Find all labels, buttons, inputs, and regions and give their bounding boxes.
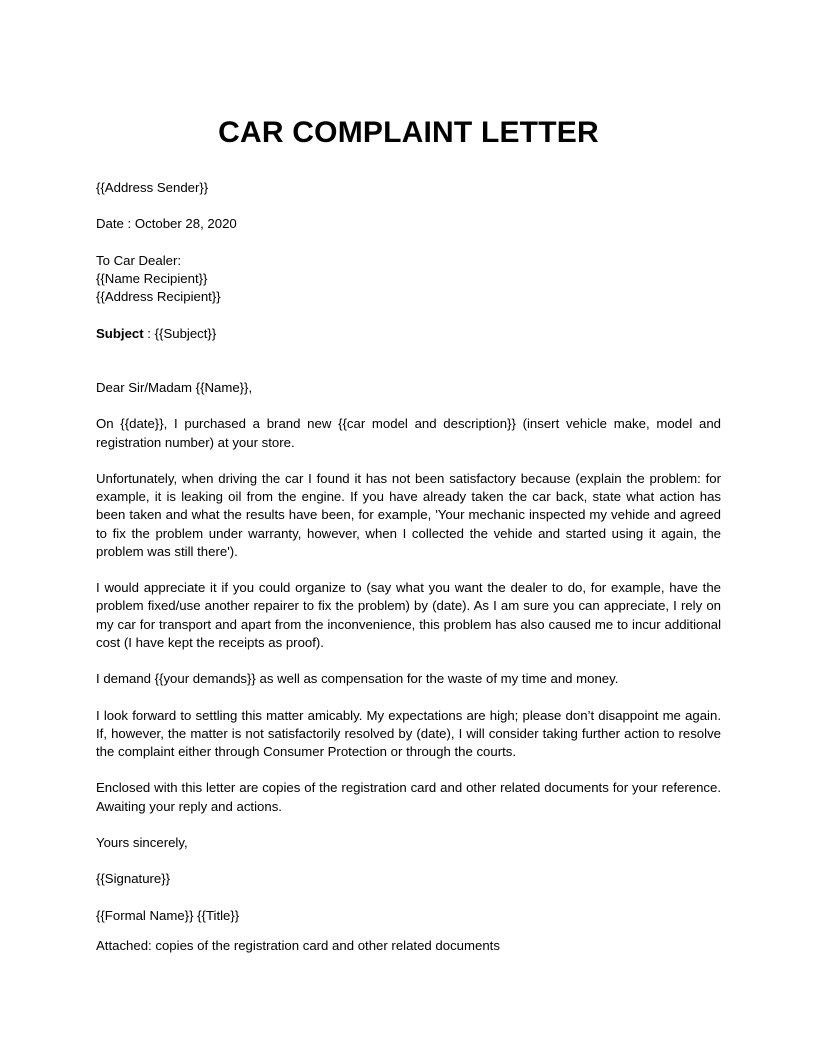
body-paragraph: I demand {{your demands}} as well as compensation for the waste of my time and money.	[96, 671, 619, 687]
subject-label: Subject	[96, 325, 144, 341]
recipient-line-1: To Car Dealer:	[96, 252, 182, 268]
formal-name-title: {{Formal Name}} {{Title}}	[96, 907, 240, 923]
document-title: CAR COMPLAINT LETTER	[218, 116, 599, 149]
attachments-note: Attached: copies of the registration card and other related documents	[96, 937, 500, 953]
body-paragraph: I look forward to settling this matter amicably. My expectations are high; please don’t disappoint me again. If, however, the matter is not satisfactorily resolved by (date), I will consider taking further action to resolve the complaint either through Consumer Protection or through the courts.	[96, 707, 721, 759]
signature: {{Signature}}	[96, 871, 171, 887]
subject-value: : {{Subject}}	[143, 325, 217, 341]
body-paragraph: On {{date}}, I purchased a brand new {{car model and description}} (insert vehicle make, model and registration number) at your store.	[96, 416, 721, 450]
recipient-address: {{Address Recipient}}	[96, 289, 221, 305]
sender-address: {{Address Sender}}	[96, 180, 209, 195]
salutation: Dear Sir/Madam {{Name}},	[96, 379, 253, 395]
body-paragraph: Enclosed with this letter are copies of the registration card and other related documents for your reference. Awaiting your reply and actions.	[96, 780, 721, 814]
closing: Yours sincerely,	[96, 834, 188, 850]
recipient-name: {{Name Recipient}}	[96, 270, 208, 286]
body-paragraph: Unfortunately, when driving the car I found it has not been satisfactory because (explain the problem: for example, it is leaking oil from the engine. If you have already taken the car back, state what action has been taken and what the results have been, for example, 'Your mechanic inspected my vehide and agreed to fix the problem under warranty, however, when I collected the vehide and started using it again, the problem was still there').	[96, 470, 721, 559]
body-paragraph: I would appreciate it if you could organize to (say what you want the dealer to do, for example, have the problem fixed/use another repairer to fix the problem) by (date). As I am sure you can appreciate, I rely on my car for transport and apart from the inconvenience, this problem has also caused me to incur additional cost (I have kept the receipts as proof).	[96, 580, 721, 650]
recipient-block	[96, 252, 721, 307]
letter-page	[96, 112, 721, 973]
letter-date: Date : October 28, 2020	[96, 216, 237, 232]
spacer	[96, 361, 721, 379]
subject-line	[96, 325, 721, 343]
